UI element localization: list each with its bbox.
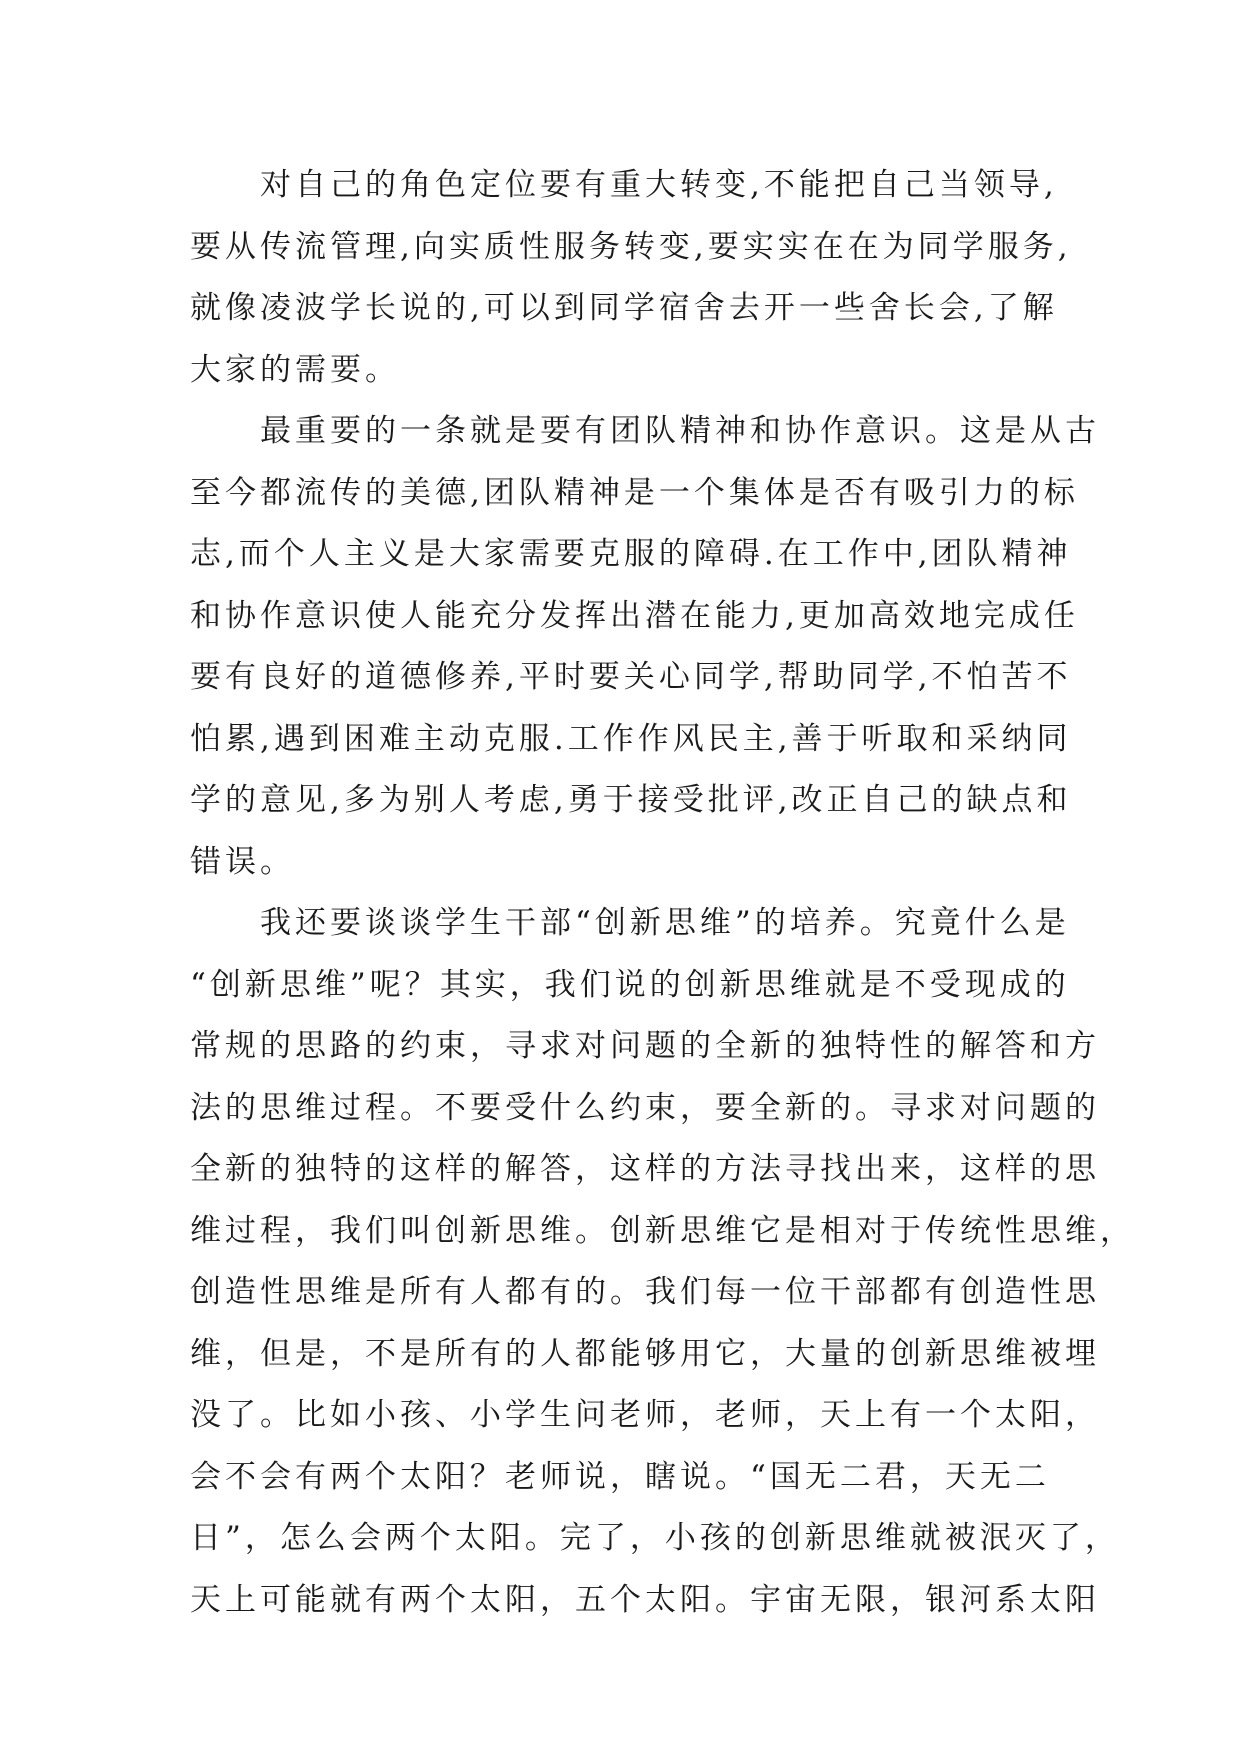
text-line: 维，但是，不是所有的人都能够用它，大量的创新思维被埋 xyxy=(190,1335,1100,1372)
text-line: 创造性思维是所有人都有的。我们每一位干部都有创造性思 xyxy=(190,1274,1100,1310)
text-line: 至今都流传的美德,团队精神是一个集体是否有吸引力的标 xyxy=(190,474,1079,511)
text-line: 我还要谈谈学生干部“创新思维”的培养。究竟什么是 xyxy=(260,905,1070,941)
paragraph-team-spirit xyxy=(190,401,1100,893)
document-body xyxy=(190,155,1135,1631)
paragraph-innovative-thinking xyxy=(190,893,1135,1631)
text-line: 最重要的一条就是要有团队精神和协作意识。这是从古 xyxy=(260,413,1100,449)
paragraph-role-positioning xyxy=(190,155,1070,401)
text-line: 志,而个人主义是大家需要克服的障碍.在工作中,团队精神 xyxy=(190,536,1072,572)
text-line: 天上可能就有两个太阳，五个太阳。宇宙无限，银河系太阳 xyxy=(190,1581,1100,1618)
text-line: 日”，怎么会两个太阳。完了，小孩的创新思维就被泯灭了， xyxy=(190,1520,1120,1556)
text-line: 和协作意识使人能充分发挥出潜在能力,更加高效地完成任 xyxy=(190,597,1079,634)
text-line: 怕累,遇到困难主动克服.工作作风民主,善于听取和采纳同 xyxy=(190,720,1072,757)
text-line: 常规的思路的约束，寻求对问题的全新的独特性的解答和方 xyxy=(190,1028,1100,1064)
text-line: 维过程，我们叫创新思维。创新思维它是相对于传统性思维， xyxy=(190,1212,1135,1249)
text-line: 全新的独特的这样的解答，这样的方法寻找出来，这样的思 xyxy=(190,1151,1100,1187)
text-line: 就像凌波学长说的,可以到同学宿舍去开一些舍长会,了解 xyxy=(190,290,1058,326)
text-line: 没了。比如小孩、小学生问老师，老师，天上有一个太阳， xyxy=(190,1397,1100,1433)
text-line: 要从传流管理,向实质性服务转变,要实实在在为同学服务, xyxy=(190,228,1072,265)
text-line: “创新思维”呢？其实，我们说的创新思维就是不受现成的 xyxy=(190,966,1070,1003)
text-line: 会不会有两个太阳？老师说，瞎说。“国无二君，天无二 xyxy=(190,1458,1050,1495)
text-line: 法的思维过程。不要受什么约束，要全新的。寻求对问题的 xyxy=(190,1089,1100,1126)
text-line: 大家的需要。 xyxy=(190,351,400,388)
text-line: 要有良好的道德修养,平时要关心同学,帮助同学,不怕苦不 xyxy=(190,659,1072,695)
text-line: 错误。 xyxy=(190,843,295,880)
text-line: 对自己的角色定位要有重大转变,不能把自己当领导, xyxy=(260,167,1058,203)
text-line: 学的意见,多为别人考虑,勇于接受批评,改正自己的缺点和 xyxy=(190,782,1072,818)
